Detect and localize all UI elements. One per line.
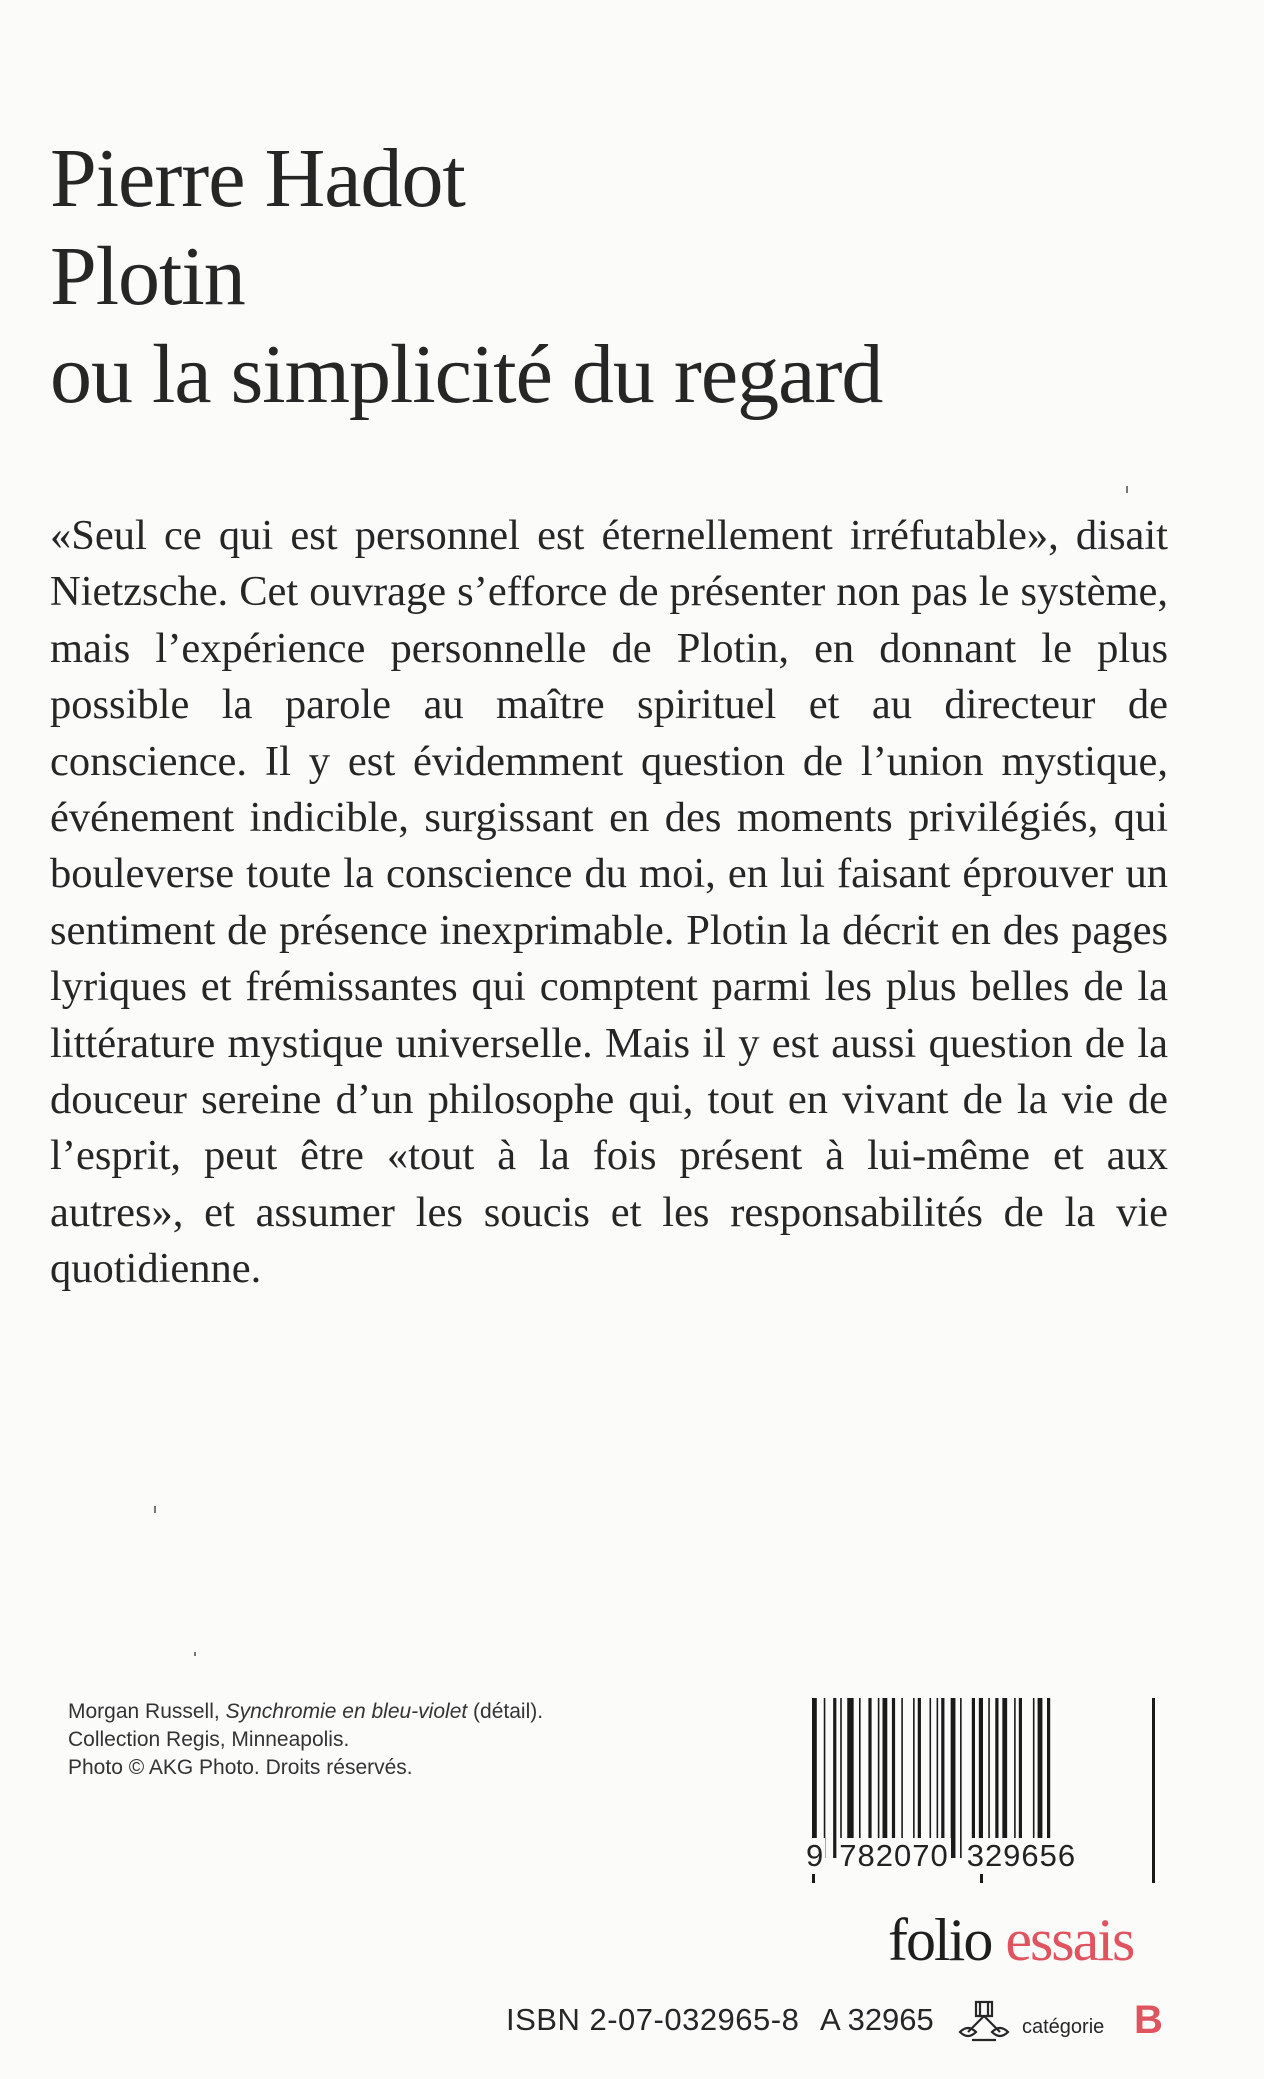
barcode-bar xyxy=(937,1698,939,1858)
credit-collection: Collection Regis, Minneapolis. xyxy=(68,1728,350,1751)
blurb-text: «Seul ce qui est personnel est éternellement irréfutable», disait Nietzsche. Cet ouvrage s’efforce de présenter non pas le système, mais l’expérience personnelle de Plotin, en donnant le plus possible la parole au maître spirituel et au directeur de conscience. Il y est évidemment question de l’union mystique, événement indicible, surgissant en des moments privilégiés, qui bouleverse toute la conscience du moi, en lui faisant éprouver un sentiment de présence inexprimable. Plotin la décrit en des pages lyriques et frémissantes qui comptent parmi les plus belles de la littérature mystique universelle. Mais il y est aussi question de la douceur sereine d’un philosophe qui, tout en vivant de la vie de l’esprit, peut être «tout à la fois présent à lui-même et aux autres», et assumer les soucis et les responsabilités de la vie quotidienne. xyxy=(50,512,1168,1293)
barcode-bar xyxy=(1038,1698,1043,1858)
barcode-bar xyxy=(1014,1698,1016,1858)
book-subtitle: ou la simplicité du regard xyxy=(50,328,883,421)
barcode-bar xyxy=(883,1698,888,1858)
category-letter: B xyxy=(1134,1998,1163,2042)
barcode-bar xyxy=(918,1698,921,1858)
barcode-bar xyxy=(941,1698,944,1858)
catalog-code: A 32965 xyxy=(820,2002,934,2037)
barcode-bar xyxy=(859,1698,861,1858)
barcode-bar xyxy=(847,1698,853,1858)
gallimard-emblem-icon xyxy=(954,1998,1014,2046)
barcode-bar xyxy=(1019,1698,1022,1858)
logo-essais: essais xyxy=(1005,1907,1134,1973)
barcode-bar xyxy=(1033,1698,1035,1858)
barcode-bar xyxy=(951,1698,956,1858)
author-name: Pierre Hadot xyxy=(50,132,465,225)
barcode-bar xyxy=(840,1698,842,1858)
barcode-bar xyxy=(892,1698,895,1858)
barcode-bar xyxy=(913,1698,915,1858)
barcode-bar xyxy=(930,1698,932,1858)
credit-detail: (détail). xyxy=(473,1700,544,1723)
category-label: catégorie xyxy=(1022,2016,1105,2038)
print-speck xyxy=(1126,486,1128,493)
folio-essais-logo xyxy=(888,1905,1133,1975)
credit-artwork-line xyxy=(68,1698,543,1726)
barcode-bar xyxy=(988,1698,990,1858)
barcode-bar xyxy=(1047,1698,1050,1858)
barcode-bar xyxy=(972,1698,975,1858)
publisher-info xyxy=(506,1998,1166,2048)
barcode-bar xyxy=(868,1698,871,1858)
credit-artist: Morgan Russell, xyxy=(68,1700,220,1723)
barcode-bar xyxy=(960,1698,962,1858)
barcode-bar xyxy=(1002,1698,1007,1858)
credit-photo: Photo © AKG Photo. Droits réservés. xyxy=(68,1756,413,1779)
isbn-number: ISBN 2-07-032965-8 xyxy=(506,2002,800,2037)
print-speck xyxy=(154,1506,156,1513)
print-speck xyxy=(194,1652,196,1656)
barcode-group-left: 782070 xyxy=(839,1838,949,1873)
barcode-bar xyxy=(824,1698,826,1858)
barcode-bar xyxy=(878,1698,880,1858)
barcode-group-right: 329656 xyxy=(966,1838,1077,1873)
barcode-bar xyxy=(995,1698,998,1858)
title-block xyxy=(50,130,882,424)
logo-folio: folio xyxy=(888,1907,992,1973)
barcode-digit-first: 9 xyxy=(806,1838,824,1873)
barcode-bar xyxy=(901,1698,903,1858)
credit-artwork-title: Synchromie en bleu-violet xyxy=(225,1700,468,1723)
barcode-bar xyxy=(833,1698,836,1858)
barcode-digits xyxy=(802,1838,1162,1874)
book-title: Plotin xyxy=(50,230,245,323)
image-credit xyxy=(68,1698,543,1782)
